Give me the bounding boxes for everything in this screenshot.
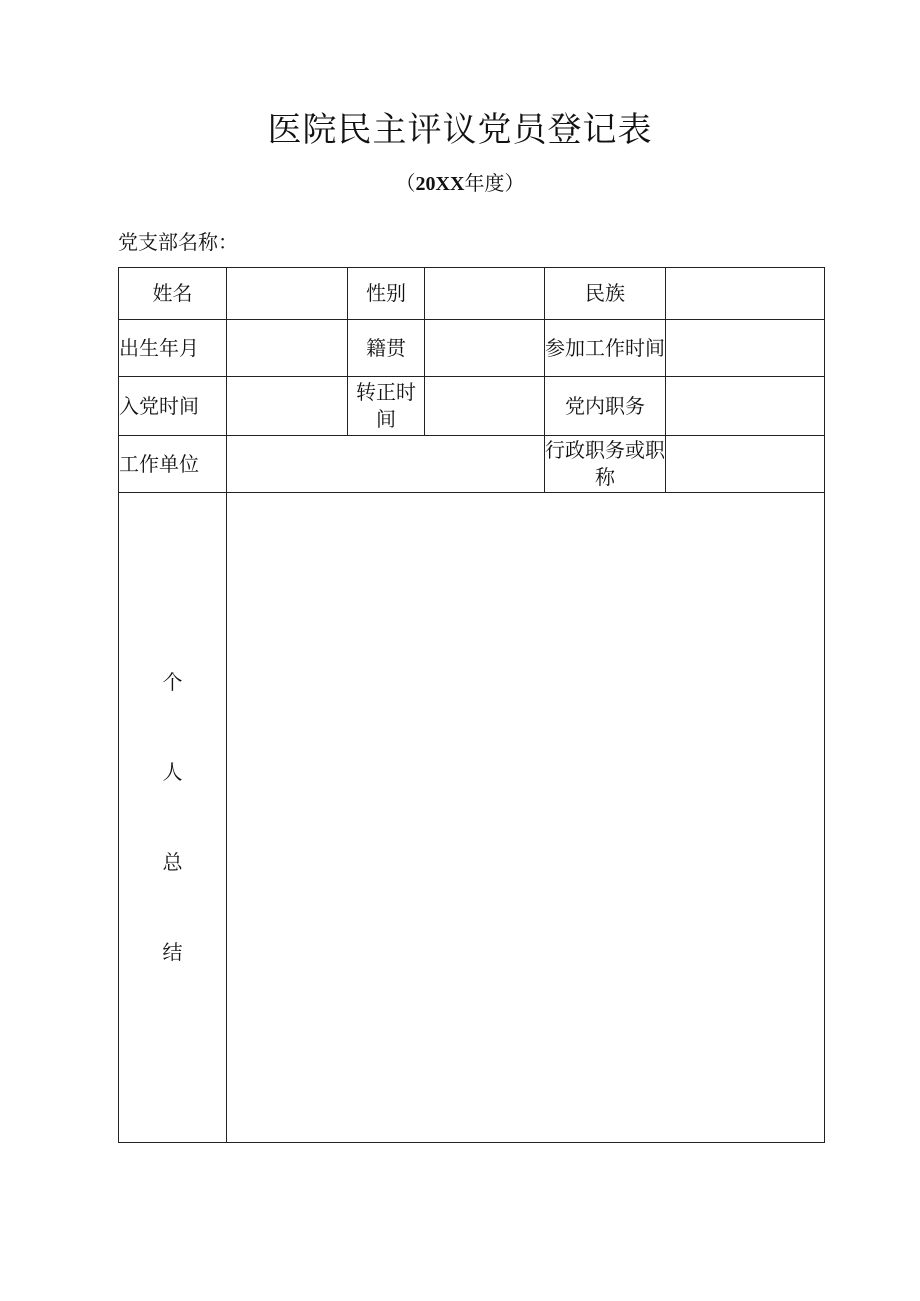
form-row-1 (119, 268, 825, 320)
ethnicity-label: 民族 (545, 268, 666, 320)
native-place-label: 籍贯 (348, 320, 425, 377)
work-unit-field[interactable] (227, 436, 545, 493)
year-suffix: 年度 (464, 171, 505, 195)
full-member-date-label: 转正时间 (348, 377, 425, 436)
join-party-date-label: 入党时间 (119, 377, 227, 436)
gender-label: 性别 (348, 268, 425, 320)
gender-field[interactable] (425, 268, 545, 320)
summary-label-text (119, 669, 226, 966)
birth-date-label: 出生年月 (119, 320, 227, 377)
birth-date-field[interactable] (227, 320, 348, 377)
summary-char: 人 (162, 760, 183, 784)
admin-post-label: 行政职务或职称 (545, 436, 666, 493)
registration-form (118, 267, 825, 1143)
year-subtitle (0, 168, 920, 199)
party-post-field[interactable] (666, 377, 825, 436)
ethnicity-field[interactable] (666, 268, 825, 320)
name-label: 姓名 (119, 268, 227, 320)
summary-char: 个 (162, 670, 183, 694)
summary-field[interactable] (227, 493, 825, 1143)
native-place-field[interactable] (425, 320, 545, 377)
close-paren: ） (504, 171, 525, 195)
open-paren: （ (395, 171, 416, 195)
form-row-4 (119, 436, 825, 493)
summary-row (119, 493, 825, 1143)
summary-label (119, 493, 227, 1143)
form-row-2 (119, 320, 825, 377)
name-field[interactable] (227, 268, 348, 320)
branch-name-label: 党支部名称： (118, 230, 238, 254)
page-title: 医院民主评议党员登记表 (267, 110, 653, 150)
summary-char: 结 (162, 940, 183, 964)
work-start-label: 参加工作时间 (545, 320, 666, 377)
form-row-3 (119, 377, 825, 436)
full-member-date-field[interactable] (425, 377, 545, 436)
work-start-field[interactable] (666, 320, 825, 377)
work-unit-label: 工作单位 (119, 436, 227, 493)
admin-post-field[interactable] (666, 436, 825, 493)
year-value: 20XX (415, 173, 465, 195)
join-party-date-field[interactable] (227, 377, 348, 436)
party-post-label: 党内职务 (545, 377, 666, 436)
summary-char: 总 (162, 850, 183, 874)
